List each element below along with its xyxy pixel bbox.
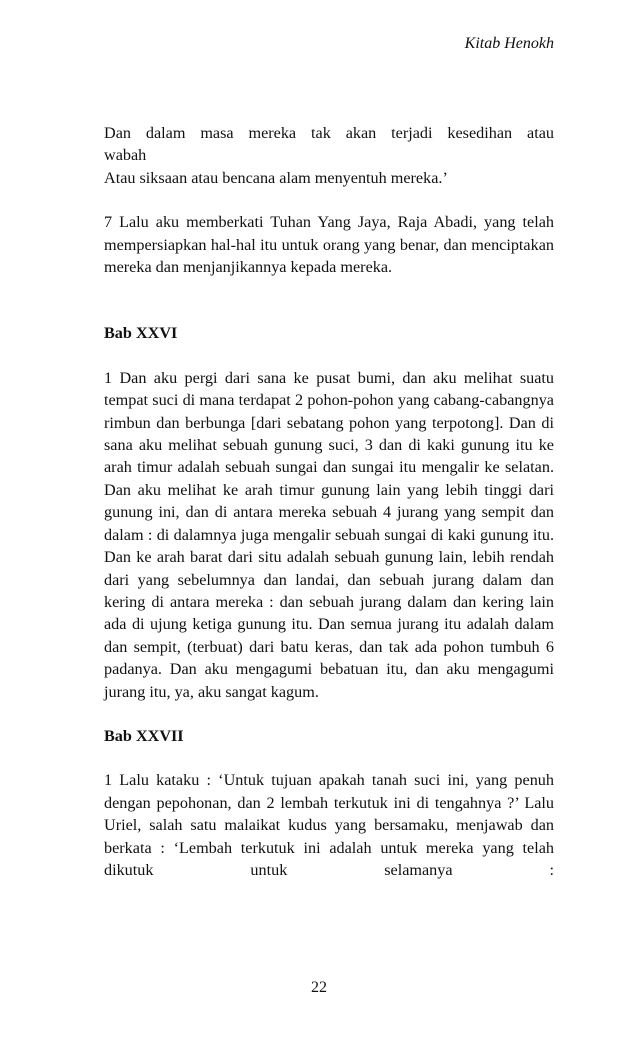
paragraph-1-line-2: wabah	[104, 146, 147, 165]
paragraph-4: 1 Lalu kataku : ‘Untuk tujuan apakah tanah suci ini, yang penuh dengan pepohonan, dan 2 lembah terkutuk ini di tengahnya ?’ Lalu Uriel, salah satu malaikat kudus yang bersamaku, menjawab dan berkata : ‘Lembah terkutuk ini adalah untuk mereka yang telah dikutuk untuk selamanya :	[104, 771, 554, 879]
chapter-heading-xxvi: Bab XXVI	[104, 324, 178, 343]
paragraph-3: 1 Dan aku pergi dari sana ke pusat bumi, dan aku melihat suatu tempat suci di mana terdapat 2 pohon-pohon yang cabang-cabangnya rimbun dan berbunga [dari sebatang pohon yang terpotong]. Dan di sana aku melihat sebuah gunung suci, 3 dan di kaki gunung itu ke arah timur adalah sebuah sungai dan sungai itu mengalir ke selatan. Dan aku melihat ke arah timur gunung lain yang lebih tinggi dari gunung ini, dan di antara mereka sebuah 4 jurang yang sempit dan dalam : di dalamnya juga mengalir sebuah sungai di kaki gunung itu. Dan ke arah barat dari situ adalah sebuah gunung lain, lebih rendah dari yang sebelumnya dan landai, dan sebuah jurang dalam dan kering di antara mereka : dan sebuah jurang dalam dan kering lain ada di ujung ketiga gunung itu. Dan semua jurang itu adalah dalam dan sempit, (terbuat) dari batu keras, dan tak ada pohon tumbuh 6 padanya. Dan aku mengagumi bebatuan itu, dan aku mengagumi jurang itu, ya, aku sangat kagum.	[104, 368, 554, 701]
running-header: Kitab Henokh	[464, 35, 554, 52]
chapter-heading-xxvii: Bab XXVII	[104, 726, 184, 745]
paragraph-1-line-3: Atau siksaan atau bencana alam menyentuh mereka.’	[104, 168, 448, 187]
page-number: 22	[311, 979, 327, 996]
page-body	[104, 122, 554, 881]
paragraph-2: 7 Lalu aku memberkati Tuhan Yang Jaya, Raja Abadi, yang telah mempersiapkan hal-hal itu untuk orang yang benar, dan menciptakan mereka dan menjanjikannya kepada mereka.	[104, 213, 554, 277]
paragraph-1-line-1: Dan dalam masa mereka tak akan terjadi kesedihan atau	[104, 124, 554, 142]
